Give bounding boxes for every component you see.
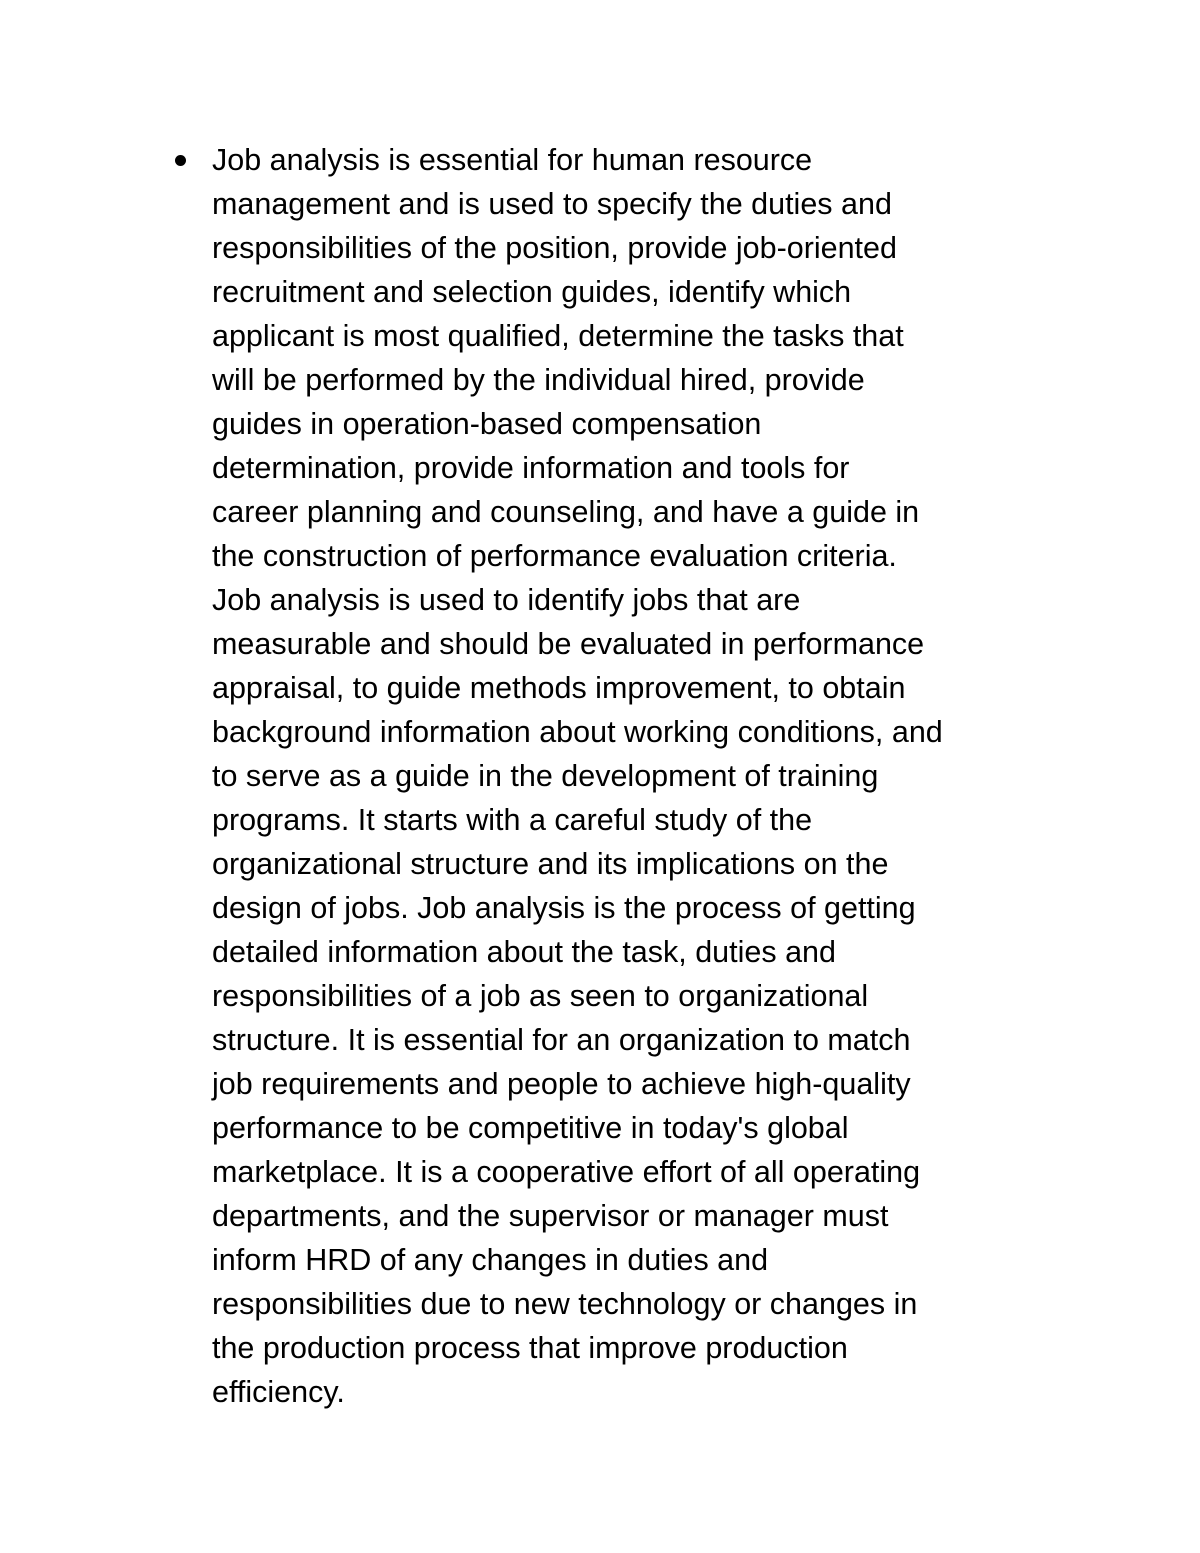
paragraph-line: guides in operation-based compensation: [212, 407, 762, 441]
paragraph-line: design of jobs. Job analysis is the process of getting: [212, 891, 916, 925]
paragraph-line: responsibilities of the position, provide job-oriented: [212, 231, 897, 265]
paragraph-line: the construction of performance evaluation criteria.: [212, 539, 897, 573]
paragraph-line: detailed information about the task, duties and: [212, 935, 836, 969]
paragraph-line: job requirements and people to achieve high-quality: [212, 1067, 911, 1101]
paragraph-line: to serve as a guide in the development of training: [212, 759, 879, 793]
paragraph-line: organizational structure and its implications on the: [212, 847, 889, 881]
paragraph-line: determination, provide information and tools for: [212, 451, 850, 485]
paragraph-line: career planning and counseling, and have a guide in: [212, 495, 920, 529]
paragraph-line: will be performed by the individual hired, provide: [212, 363, 865, 397]
paragraph-line: departments, and the supervisor or manager must: [212, 1199, 889, 1233]
paragraph-line: responsibilities of a job as seen to organizational: [212, 979, 869, 1013]
paragraph-line: management and is used to specify the duties and: [212, 187, 892, 221]
paragraph-line: Job analysis is used to identify jobs that are: [212, 583, 801, 617]
paragraph-line: measurable and should be evaluated in performance: [212, 627, 925, 661]
paragraph-line: performance to be competitive in today's global: [212, 1111, 849, 1145]
paragraph-line: Job analysis is essential for human resource: [212, 143, 813, 177]
paragraph-line: appraisal, to guide methods improvement, to obtain: [212, 671, 906, 705]
paragraph-line: the production process that improve production: [212, 1331, 848, 1365]
paragraph-line: background information about working conditions, and: [212, 715, 943, 749]
bullet-point-icon: [175, 155, 186, 166]
paragraph-line: responsibilities due to new technology or changes in: [212, 1287, 918, 1321]
paragraph-line: structure. It is essential for an organization to match: [212, 1023, 911, 1057]
paragraph-line: applicant is most qualified, determine the tasks that: [212, 319, 904, 353]
paragraph-line: efficiency.: [212, 1375, 345, 1409]
paragraph-line: marketplace. It is a cooperative effort of all operating: [212, 1155, 921, 1189]
paragraph-line: inform HRD of any changes in duties and: [212, 1243, 769, 1277]
paragraph-line: recruitment and selection guides, identify which: [212, 275, 852, 309]
paragraph-line: programs. It starts with a careful study of the: [212, 803, 813, 837]
